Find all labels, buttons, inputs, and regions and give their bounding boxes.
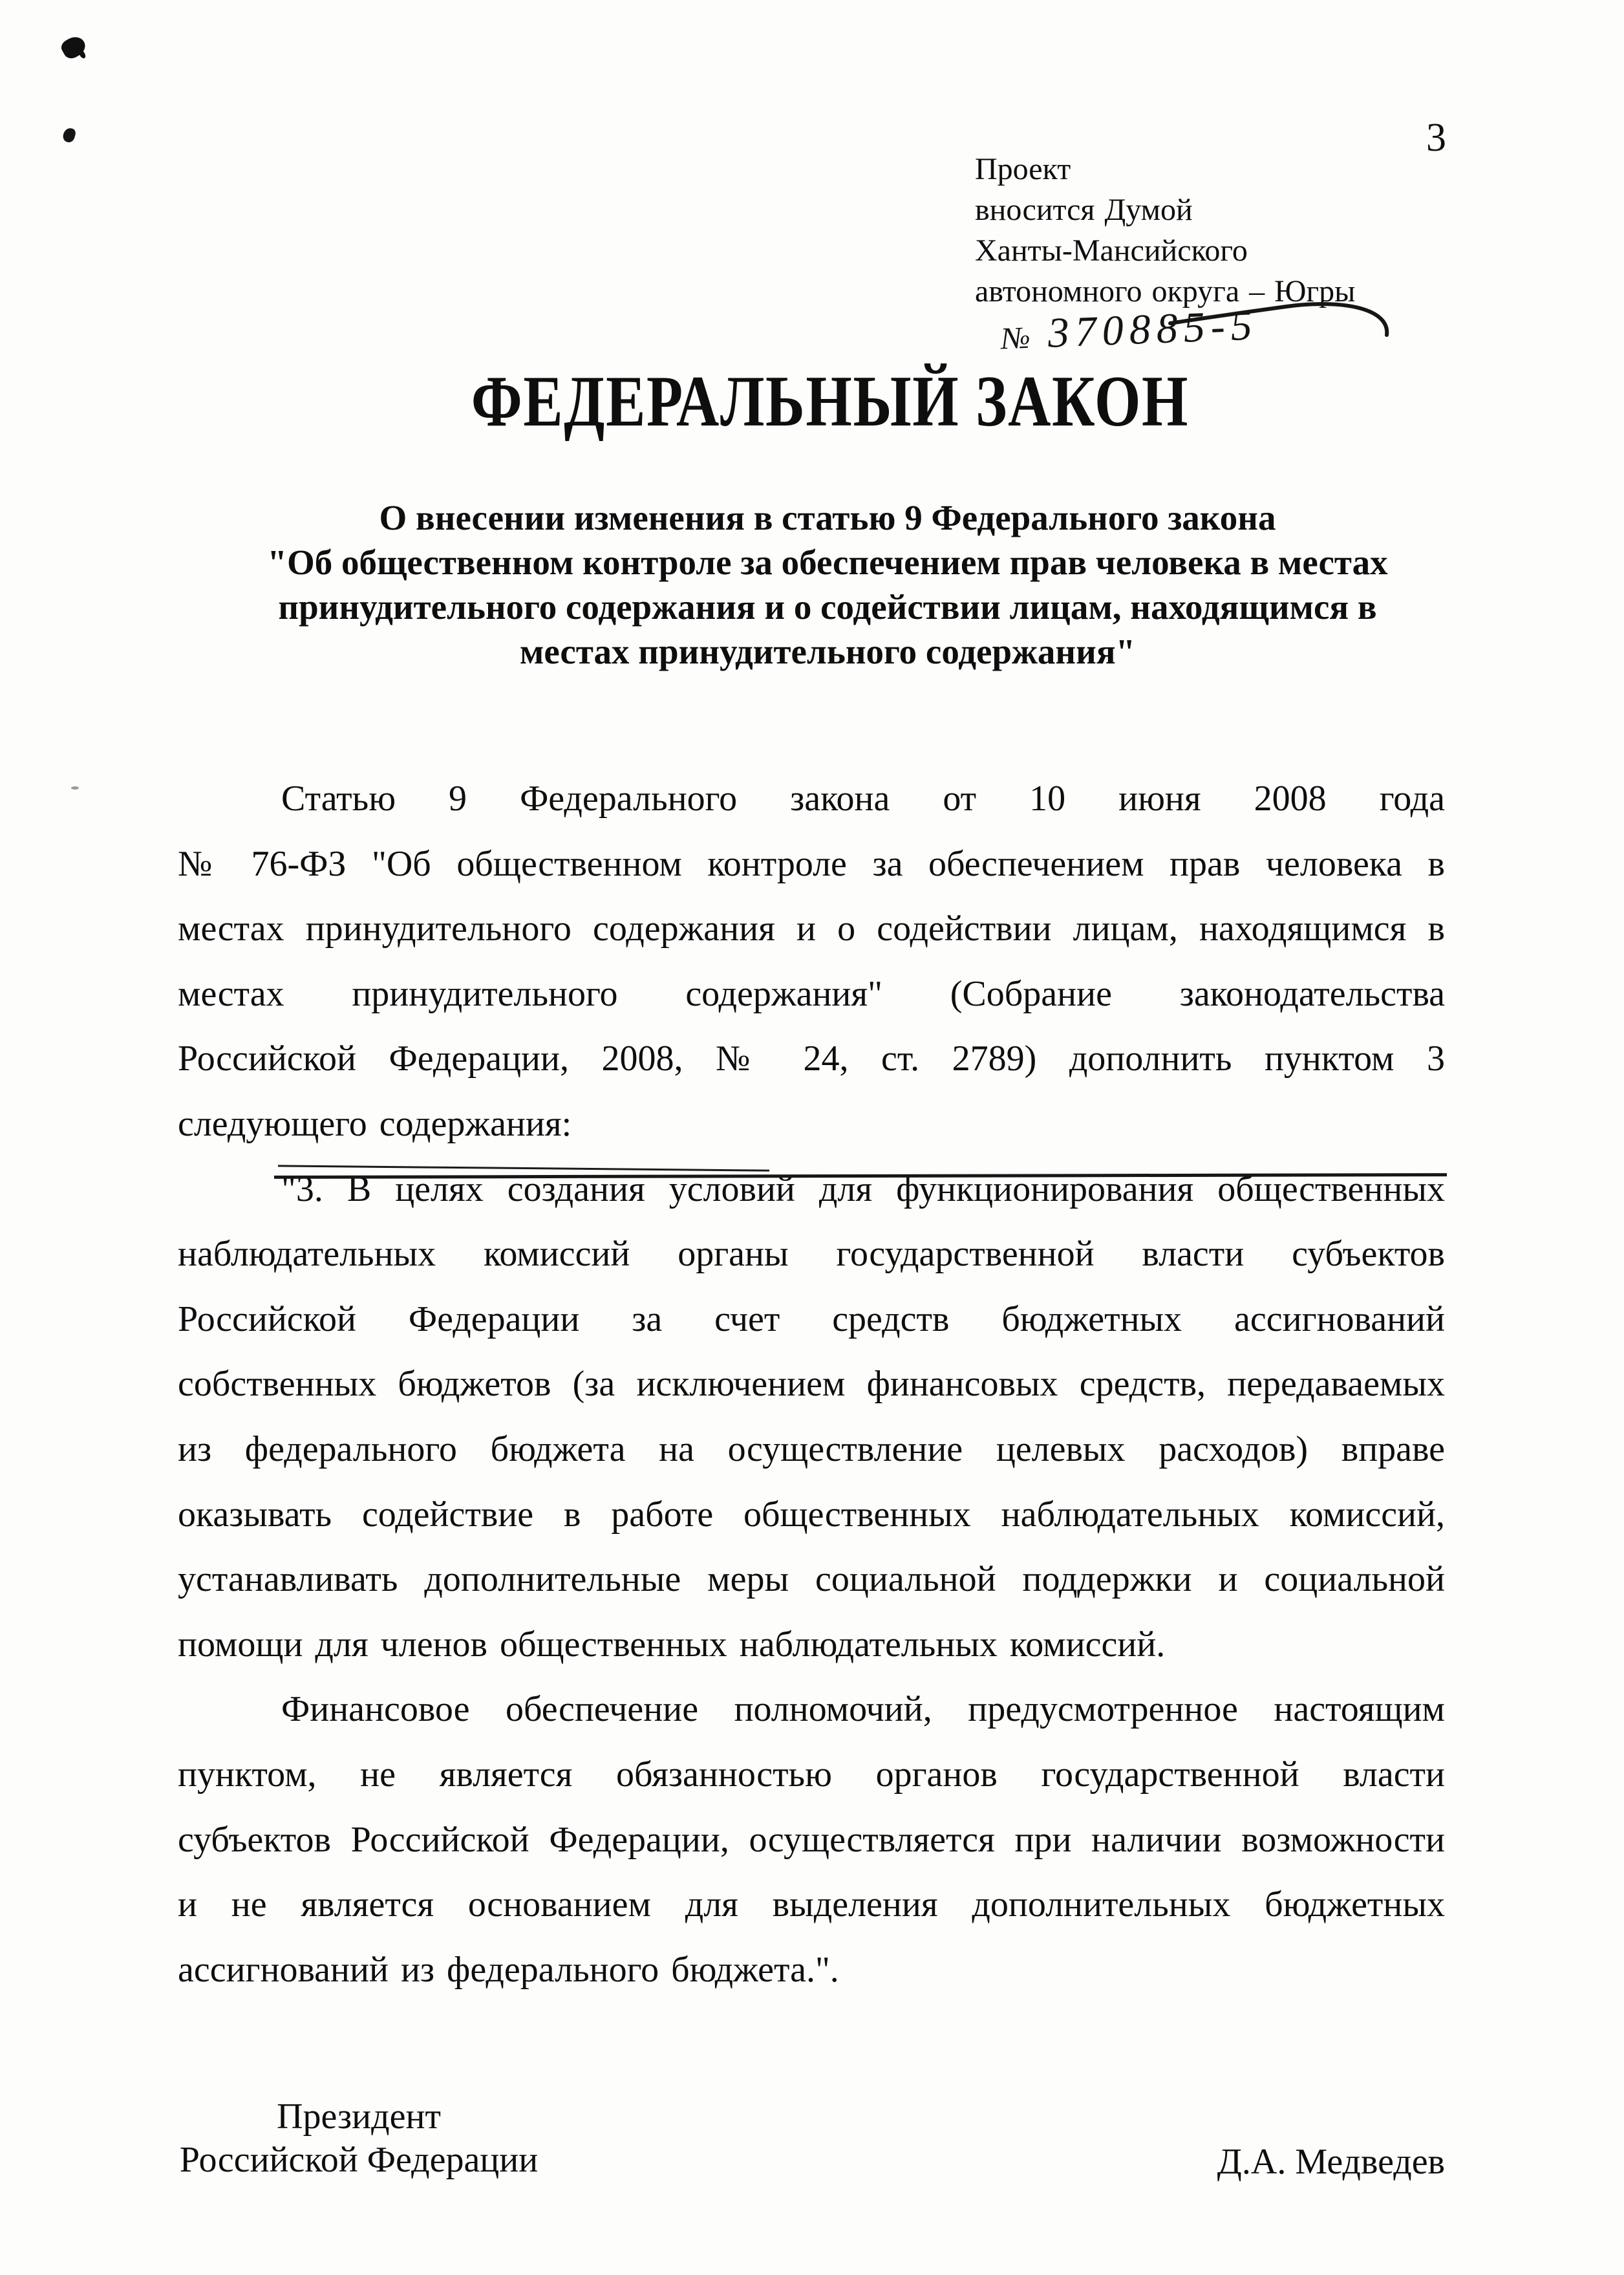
scan-speck [71, 786, 79, 790]
body-line-struck: "3. В целях создания условий для функционирования общественных [281, 1169, 1445, 1209]
body-line: оказывать содействие в работе общественных наблюдательных комиссий, [178, 1494, 1445, 1535]
numero-sign: № [1000, 320, 1032, 356]
law-text [178, 766, 1445, 2002]
document-title: ФЕДЕРАЛЬНЫЙ ЗАКОН [471, 361, 1190, 442]
body-line: следующего содержания: [178, 1103, 572, 1144]
body-line: Финансовое обеспечение полномочий, предусмотренное настоящим [281, 1689, 1445, 1730]
signatory-title-line: Президент [277, 2097, 441, 2137]
ink-blot [59, 33, 89, 61]
subtitle-line: местах принудительного содержания" [519, 632, 1136, 671]
registration-digits: 370885-5 [1047, 301, 1259, 357]
body-line: субъектов Российской Федерации, осуществляется при наличии возможности [178, 1819, 1445, 1860]
ink-blot [61, 127, 76, 144]
signatory-title-line: Российской Федерации [179, 2140, 539, 2180]
body-line: и не является основанием для выделения дополнительных бюджетных [178, 1884, 1445, 1925]
submitter-line: вносится Думой [975, 193, 1193, 227]
body-line: Российской Федерации за счет средств бюджетных ассигнований [178, 1299, 1445, 1339]
body-line: ассигнований из федерального бюджета.". [178, 1949, 839, 1990]
body-line: из федерального бюджета на осуществление целевых расходов) вправе [178, 1429, 1445, 1469]
signatory-title-block [165, 2095, 553, 2182]
law-subject-heading [194, 495, 1461, 674]
body-line: собственных бюджетов (за исключением финансовых средств, передаваемых [178, 1364, 1445, 1405]
body-line: местах принудительного содержания и о содействии лицам, находящимся в [178, 909, 1445, 949]
body-line: помощи для членов общественных наблюдательных комиссий. [178, 1624, 1166, 1665]
body-line: № 76-ФЗ "Об общественном контроле за обеспечением прав человека в [178, 843, 1445, 884]
body-line: устанавливать дополнительные меры социальной поддержки и социальной [178, 1559, 1445, 1600]
body-line: пунктом, не является обязанностью органов государственной власти [178, 1754, 1445, 1795]
subtitle-line: "Об общественном контроле за обеспечением прав человека в местах [267, 543, 1388, 582]
submitter-block [975, 149, 1355, 312]
submitter-line: автономного округа – Югры [975, 274, 1356, 308]
body-line: наблюдательных комиссий органы государственной власти субъектов [178, 1234, 1445, 1275]
subtitle-line: принудительного содержания и о содействии лицам, находящимся в [278, 587, 1377, 627]
subtitle-line: О внесении изменения в статью 9 Федерального закона [379, 498, 1276, 537]
submitter-line: Ханты-Мансийского [975, 233, 1248, 268]
signatory-name: Д.А. Медведев [1217, 2142, 1445, 2182]
page-number: 3 [1426, 116, 1446, 160]
body-line: местах принудительного содержания" (Собрание законодательства [178, 973, 1445, 1014]
submitter-line: Проект [975, 152, 1071, 186]
body-line: Статью 9 Федерального закона от 10 июня 2008 года [281, 779, 1445, 819]
body-line: Российской Федерации, 2008, № 24, ст. 2789) дополнить пунктом 3 [178, 1039, 1445, 1079]
